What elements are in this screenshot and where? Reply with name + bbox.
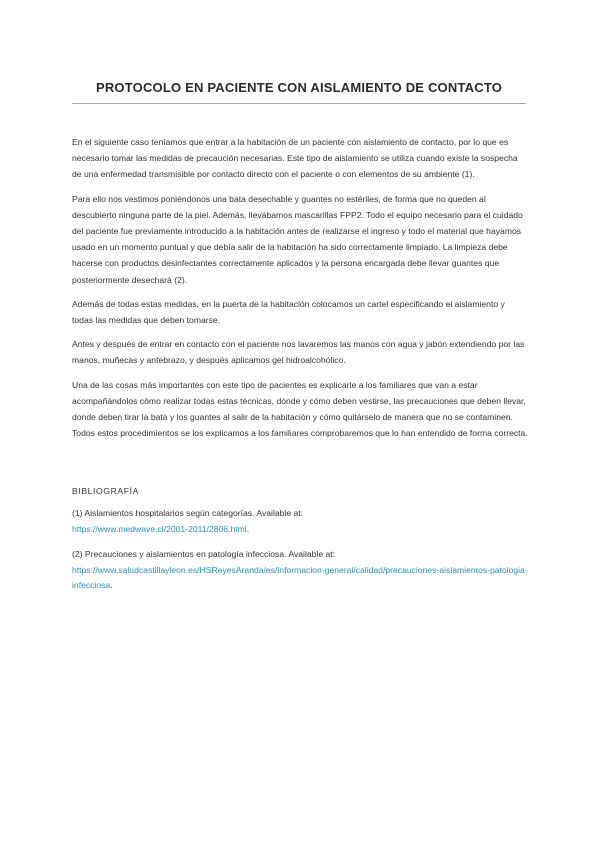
reference-item [72,506,528,537]
reference-trailing: . [110,580,113,590]
bibliography-heading: BIBLIOGRAFÍA [72,486,139,496]
reference-trailing: . [246,523,250,534]
reference-link[interactable]: https://www.medwave.cl/2001-2011/2806.html [72,523,247,534]
body-paragraph: Para ello nos vestimos poniéndonos una bata desechable y guantes no estériles, de forma que no queden al descubierto ninguna parte de la piel. Además, llevábamos mascarillas FPP2. Todo el equipo necesario para el cuidado del paciente fue previamente introducido a la habitación antes de realizarse el ingreso y todo el material que hayamos usado en un momento puntual y que debía salir de la habitación ha sido correctamente limpiado. La limpieza debe hacerse con productos desinfectantes correctamente aplicados y la persona encargada debe llevar guantes que posteriormente desechará (2). [72,193,523,285]
reference-text: (1) Aislamientos hospitalarios según categorías. Available at: [72,508,304,518]
title-divider [72,103,526,104]
document-body [72,134,528,449]
body-paragraph: En el siguiente caso teníamos que entrar a la habitación de un paciente con aislamiento de contacto, por lo que es necesario tomar las medidas de precaución necesarias. Este tipo de aislamiento se utiliza cuando existe la sospecha de una enfermedad transmisible por contacto directo con el paciente o con elementos de su ambiente (1). [72,137,518,180]
document-title: PROTOCOLO EN PACIENTE CON AISLAMIENTO DE CONTACTO [95,80,503,95]
reference-text: (2) Precauciones y aislamientos en patología infecciosa. Available at: [72,549,336,559]
body-paragraph: Además de todas estas medidas, en la puerta de la habitación colocamos un cartel especificando el aislamiento y todas las medidas que deben tomarse. [72,298,505,326]
reference-link[interactable]: https://www.saludcastillayleon.es/HSReyesAranda/es/informacion-general/calidad/precauciones-aislamientos-patologia-infecciosa [72,564,528,590]
body-paragraph: Antes y después de entrar en contacto con el paciente nos lavaremos las manos con agua y jabón extendiendo por las manos, muñecas y antebrazo, y después aplicamos gel hidroalcohólico. [72,339,525,366]
bibliography-section [72,486,528,604]
body-paragraph: Una de las cosas más importantes con este tipo de pacientes es explicarle a los familiares que van a estar acompañándolos cómo realizar todas estas técnicas, dónde y cómo deben vestirse, las precauciones que deben llevar, donde deben tirar la bata y los guantes al salir de la habitación y cómo quitárselo de manera que no se contaminen. Todos estos procedimientos se los explicamos a los familiares comprobaremos que lo han entendido de forma correcta. [72,379,528,439]
reference-item [72,547,528,594]
